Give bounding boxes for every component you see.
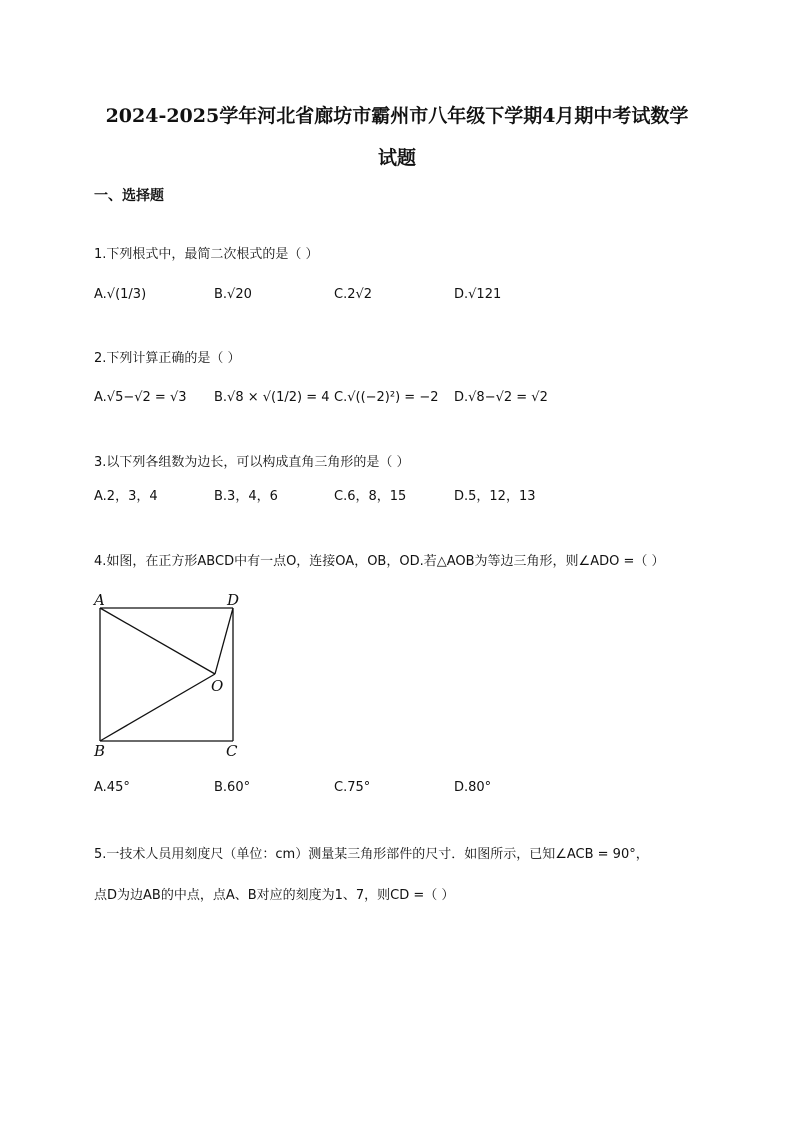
question-1-option-b: B.√20 <box>214 287 252 302</box>
question-3-option-a: A.2，3，4 <box>94 489 158 504</box>
question-3-option-c: C.6，8，15 <box>334 489 407 504</box>
section-heading: 一、选择题 <box>94 188 164 204</box>
square-abcd-figure <box>90 590 260 765</box>
question-2-option-b: B.√8 × √(1/2) = 4 <box>214 390 330 405</box>
vertex-label-a: A <box>94 591 105 609</box>
question-2-option-d: D.√8−√2 = √2 <box>454 390 548 405</box>
question-5-stem-line1: 5.一技术人员用刻度尺（单位：cm）测量某三角形部件的尺寸．如图所示，已知∠ACB = 90°， <box>94 847 649 862</box>
vertex-label-d: D <box>227 591 240 609</box>
question-4-option-c: C.75° <box>334 780 371 795</box>
question-3-option-b: B.3，4，6 <box>214 489 278 504</box>
segment-ao <box>100 608 215 674</box>
question-5-stem-line2: 点D为边AB的中点，点A、B对应的刻度为1、7，则CD =（ ） <box>94 888 455 903</box>
question-2-option-a: A.√5−√2 = √3 <box>94 390 187 405</box>
question-1-option-c: C.2√2 <box>334 287 373 302</box>
question-4-option-d: D.80° <box>454 780 492 795</box>
question-2-option-c: C.√((−2)²) = −2 <box>334 390 439 405</box>
question-1-option-d: D.√121 <box>454 287 502 302</box>
question-1-option-a: A.√(1/3) <box>94 287 147 302</box>
vertex-label-c: C <box>226 742 238 760</box>
question-3-option-d: D.5，12，13 <box>454 489 536 504</box>
point-label-o: O <box>211 677 224 695</box>
vertex-label-b: B <box>94 742 106 760</box>
question-4-stem: 4.如图，在正方形ABCD中有一点O，连接OA，OB，OD.若△AOB为等边三角形，则∠ADO =（ ） <box>94 554 665 569</box>
question-4-option-b: B.60° <box>214 780 251 795</box>
question-2-stem: 2.下列计算正确的是（ ） <box>94 351 241 366</box>
document-title-line1: 2024-2025学年河北省廊坊市霸州市八年级下学期4月期中考试数学 <box>105 105 689 127</box>
question-4-option-a: A.45° <box>94 780 130 795</box>
segment-do <box>215 608 233 674</box>
document-title-line2: 试题 <box>377 147 416 169</box>
segment-bo <box>100 674 215 741</box>
question-1-stem: 1.下列根式中，最简二次根式的是（ ） <box>94 247 319 262</box>
question-3-stem: 3.以下列各组数为边长，可以构成直角三角形的是（ ） <box>94 455 410 470</box>
